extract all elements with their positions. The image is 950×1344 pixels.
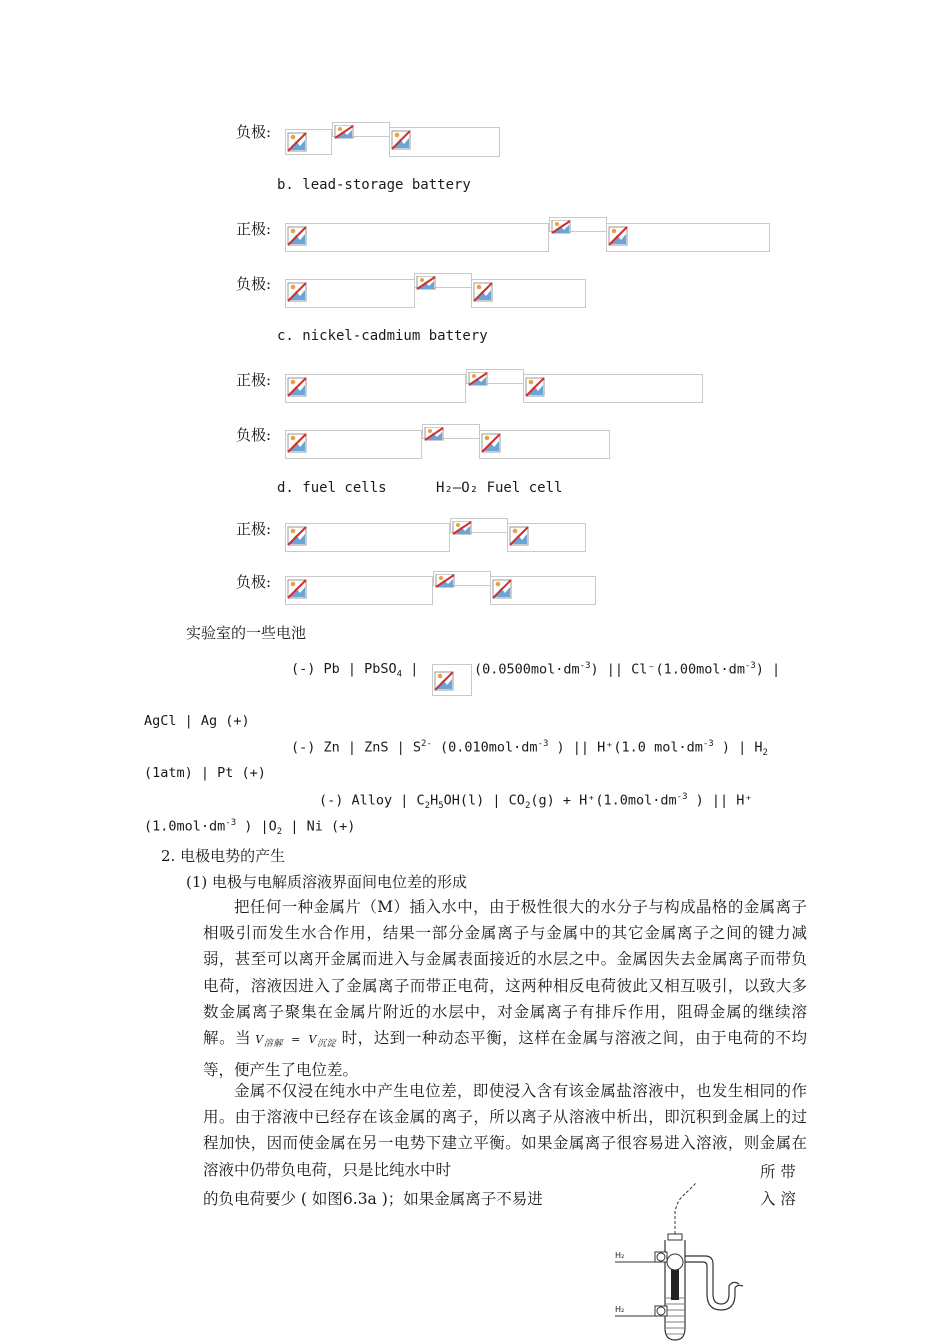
cell1-line2: AgCl | Ag (+)	[144, 713, 250, 729]
broken-image-icon	[481, 433, 501, 453]
equation-image-placeholder	[471, 279, 586, 308]
cell3-part: H	[430, 792, 439, 809]
cell1-part: (0.0500mol·dm	[474, 661, 580, 678]
equation-image-placeholder	[285, 129, 332, 155]
cell2-sup: -3	[537, 739, 549, 749]
cell3-sub: 2	[276, 827, 283, 838]
broken-image-icon	[287, 579, 307, 599]
figure-label-h2-bottom: H₂	[615, 1305, 625, 1314]
paragraph-2	[203, 1078, 807, 1183]
paragraph-2-text: 金属不仅浸在纯水中产生电位差，即使浸入含有该金属盐溶液中，也发生相同的作用。由于溶液中已经存在该金属的离子，所以离子从溶液中析出，即沉积到金属上的过程加快，因而使金属在另一电势下建立平衡。如果金属离子很容易进入溶液，则金属在溶液中仍带负电荷，只是比纯水中时	[203, 1082, 807, 1179]
label-negative-a: 负极:	[236, 123, 272, 141]
broken-image-icon	[287, 282, 307, 302]
cell3-sub: 5	[438, 801, 444, 812]
cell2-sup: -3	[702, 739, 714, 749]
cell3-part: (g) + H⁺(1.0mol·dm	[530, 792, 677, 809]
equation-image-placeholder	[332, 122, 390, 137]
broken-image-icon	[434, 671, 454, 691]
broken-image-icon	[334, 125, 354, 139]
equation-image-placeholder	[422, 424, 480, 439]
cell3-part: | Ni (+)	[282, 818, 356, 835]
equals-sign: =	[291, 1033, 301, 1047]
cell3-sup: -3	[225, 818, 237, 828]
broken-image-icon	[287, 226, 307, 246]
paragraph-1	[203, 894, 807, 1084]
equation-image-placeholder	[507, 523, 586, 552]
broken-image-icon	[452, 521, 472, 535]
cell2-sup: 2-	[421, 739, 432, 749]
broken-image-icon	[525, 377, 545, 397]
label-positive-c: 正极:	[236, 371, 272, 389]
figure-label-h2-top: H₂	[615, 1251, 625, 1260]
equation-image-placeholder	[606, 223, 770, 252]
broken-image-icon	[424, 427, 444, 441]
cell2-part: (-) Zn | ZnS | S	[291, 739, 422, 756]
cell1-line1: (-) Pb | PbSO$_4$ |	[291, 661, 419, 680]
broken-image-icon	[608, 226, 628, 246]
paragraph-2-right-2: 入 溶	[760, 1190, 796, 1208]
broken-image-icon	[287, 433, 307, 453]
broken-image-icon	[435, 574, 455, 588]
equation-image-placeholder	[285, 374, 466, 403]
section-c-title: c. nickel-cadmium battery	[277, 328, 488, 344]
equation-image-placeholder	[432, 664, 472, 696]
hydrogen-electrode-figure	[605, 1178, 755, 1344]
cell3-sub: 2	[424, 801, 431, 812]
equation-image-placeholder	[490, 576, 596, 605]
equation-image-placeholder	[285, 523, 450, 552]
broken-image-icon	[391, 130, 411, 150]
broken-image-icon	[416, 276, 436, 290]
velocity-sub: 溶解	[263, 1039, 283, 1050]
cell3-part: ) || H⁺	[687, 792, 753, 809]
broken-image-icon	[473, 282, 493, 302]
cell1-part: ) |	[755, 661, 781, 678]
cell2-line2: (1atm) | Pt (+)	[144, 765, 266, 781]
label-positive-d: 正极:	[236, 520, 272, 538]
cell3-line2	[144, 818, 355, 837]
cell3-part: OH(l) | CO	[443, 792, 525, 809]
paragraph-1-end: 时，达到一种动态平衡，这样在金属与溶液之间，由于电荷的不均等，便产生了电位差。	[203, 1029, 807, 1080]
cell3-sup: -3	[676, 792, 688, 802]
broken-image-icon	[509, 526, 529, 546]
velocity-sub: 沉淀	[316, 1039, 337, 1050]
label-negative-c: 负极:	[236, 426, 272, 444]
cell1-sub: 4	[396, 669, 403, 680]
broken-image-icon	[287, 132, 307, 152]
cell1-part: (-) Pb | PbSO	[291, 661, 397, 677]
section-d-fuel-cell: H₂—O₂ Fuel cell	[436, 480, 563, 496]
lab-cells-title: 实验室的一些电池	[186, 624, 307, 642]
equation-image-placeholder	[389, 127, 500, 157]
equation-image-placeholder	[285, 223, 549, 252]
cell2-sub: 2	[762, 748, 768, 759]
cell2-part: ) || H⁺(1.0 mol·dm	[548, 739, 703, 756]
cell2-part: (0.010mol·dm	[431, 739, 538, 756]
cell1-sup: -3	[579, 661, 591, 671]
cell2-line1	[291, 739, 768, 758]
cell1-sup: -3	[744, 661, 756, 671]
equation-image-placeholder	[285, 576, 433, 605]
broken-image-icon	[287, 377, 307, 397]
broken-image-icon	[551, 220, 571, 234]
equation-image-placeholder	[479, 430, 610, 459]
label-negative-d: 负极:	[236, 573, 272, 591]
equation-image-placeholder	[466, 369, 524, 384]
cell1-part: ) || Cl⁻(1.00mol·dm	[590, 661, 745, 678]
cell3-part: ) |O	[236, 818, 277, 835]
paragraph-2-line-2: 的负电荷要少 ( 如图6.3a )；如果金属离子不易进	[203, 1190, 543, 1208]
paragraph-2-right-1: 所 带	[760, 1163, 796, 1181]
cell3-part: (1.0mol·dm	[144, 818, 226, 835]
paragraph-1-text: 把任何一种金属片（M）插入水中，由于极性很大的水分子与构成晶格的金属离子相吸引而发生水合作用，结果一部分金属离子与金属中的其它金属离子之间的键力减弱，甚至可以离开金属而进入与金属表面接近的水层之中。金属因失去金属离子而带负电荷，溶液因进入了金属离子而带正电荷，这两种相反电荷彼此又相互吸引，以致大多数金属离子聚集在金属片附近的水层中，对金属离子有排斥作用，阻碍金属的继续溶解。当	[203, 898, 807, 1048]
velocity-symbol: V	[308, 1033, 317, 1047]
section-b-title: b. lead-storage battery	[277, 177, 471, 193]
label-positive-b: 正极:	[236, 220, 272, 238]
broken-image-icon	[492, 579, 512, 599]
broken-image-icon	[287, 526, 307, 546]
cell3-part: (-) Alloy | C	[319, 792, 425, 809]
velocity-symbol: V	[255, 1033, 264, 1047]
equation-image-placeholder	[523, 374, 703, 403]
label-negative-b: 负极:	[236, 275, 272, 293]
equation-image-placeholder	[549, 217, 607, 232]
section-2-heading: 2. 电极电势的产生	[161, 847, 286, 865]
equation-image-placeholder	[414, 273, 472, 288]
cell3-line1	[319, 792, 753, 811]
section-2-1-heading: (1) 电极与电解质溶液界面间电位差的形成	[186, 873, 468, 891]
equation-image-placeholder	[433, 571, 491, 586]
equation-image-placeholder	[285, 430, 422, 459]
equation-image-placeholder	[450, 518, 508, 533]
cell2-part: ) | H	[713, 739, 763, 756]
cell3-sub: 2	[524, 801, 531, 812]
section-d-title: d. fuel cells	[277, 480, 387, 496]
equation-image-placeholder	[285, 279, 415, 308]
broken-image-icon	[468, 372, 488, 386]
cell1-line1-rest	[474, 661, 780, 678]
